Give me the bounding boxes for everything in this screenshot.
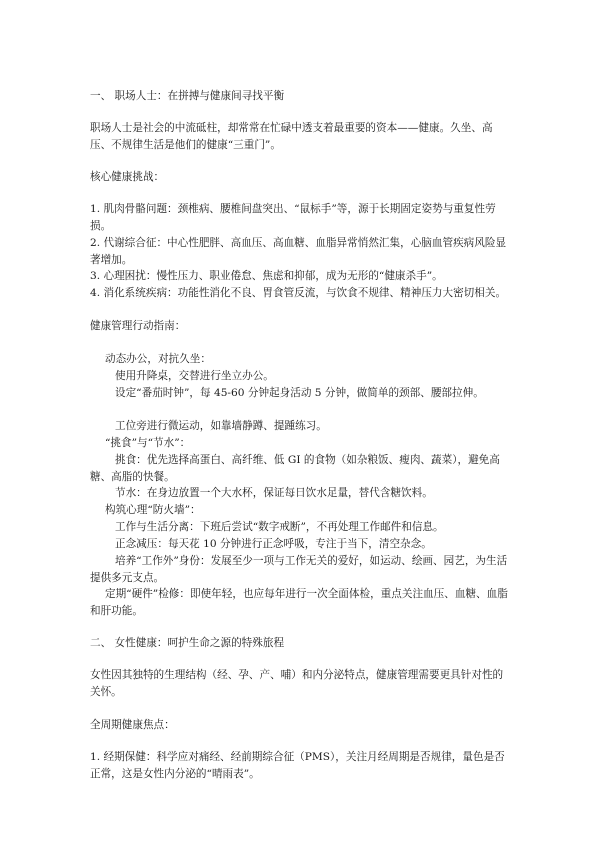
challenge-item-4: 4. 消化系统疾病：功能性消化不良、胃食管反流，与饮食不规律、精神压力大密切相关。 [90, 287, 507, 299]
guide-item-separation: 工作与生活分离：下班后尝试“数字戒断”，不再处理工作邮件和信息。 [115, 521, 444, 533]
section-1-intro: 职场人士是社会的中流砥柱，却常常在忙碌中透支着最重要的资本——健康。久坐、高压、不规律生活是他们的健康“三重门”。 [90, 122, 493, 151]
guide-item-water: 节水：在身边放置一个大水杯，保证每日饮水足量，替代含糖饮料。 [115, 487, 433, 499]
guide-item-firewall: 构筑心理“防火墙”： [105, 504, 201, 516]
guide-title: 健康管理行动指南： [90, 320, 186, 332]
section-2-heading: 二、 女性健康：呵护生命之源的特殊旅程 [90, 637, 285, 649]
focus-title: 全周期健康焦点： [90, 719, 175, 731]
challenge-item-1: 1. 肌肉骨骼问题：颈椎病、腰椎间盘突出、“鼠标手”等，源于长期固定姿势与重复性劳损。 [90, 203, 496, 232]
guide-item-checkup: 定期“硬件”检修：即使年轻，也应每年进行一次全面体检，重点关注血压、血糖、血脂和肝功能。 [90, 588, 508, 617]
guide-item-diet: “挑食”与“节水”： [105, 437, 191, 449]
section-1-heading: 一、 职场人士：在拼搏与健康间寻找平衡 [90, 90, 285, 102]
guide-item-picky-eating: 挑食：优先选择高蛋白、高纤维、低 GI 的食物（如杂粮饭、瘦肉、蔬菜），避免高糖、高脂的快餐。 [90, 454, 500, 483]
section-2-intro: 女性因其独特的生理结构（经、孕、产、哺）和内分泌特点，健康管理需要更具针对性的关怀。 [90, 669, 504, 698]
challenges-title: 核心健康挑战： [90, 171, 165, 183]
guide-item-standing-desk: 使用升降桌，交替进行坐立办公。 [115, 370, 274, 382]
challenge-item-3: 3. 心理困扰：慢性压力、职业倦怠、焦虑和抑郁，成为无形的“健康杀手”。 [90, 270, 443, 282]
guide-item-dynamic-office: 动态办公，对抗久坐： [105, 353, 211, 365]
challenge-item-2: 2. 代谢综合征：中心性肥胖、高血压、高血糖、血脂异常悄然汇集，心脑血管疾病风险显著增加。 [90, 237, 507, 266]
guide-item-pomodoro: 设定“番茄时钟”，每 45-60 分钟起身活动 5 分钟，做简单的颈部、腰部拉伸。 [115, 387, 484, 399]
guide-item-mindfulness: 正念减压：每天花 10 分钟进行正念呼吸，专注于当下，清空杂念。 [115, 538, 432, 550]
focus-item-1: 1. 经期保健：科学应对痛经、经前期综合征（PMS），关注月经周期是否规律，量色是否正常，这是女性内分泌的“晴雨表”。 [90, 751, 505, 780]
guide-item-hobby: 培养“工作外”身份：发展至少一项与工作无关的爱好，如运动、绘画、园艺，为生活提供多元支点。 [90, 555, 508, 584]
guide-item-micro-exercise: 工位旁进行微运动，如靠墙静蹲、提踵练习。 [115, 420, 327, 432]
